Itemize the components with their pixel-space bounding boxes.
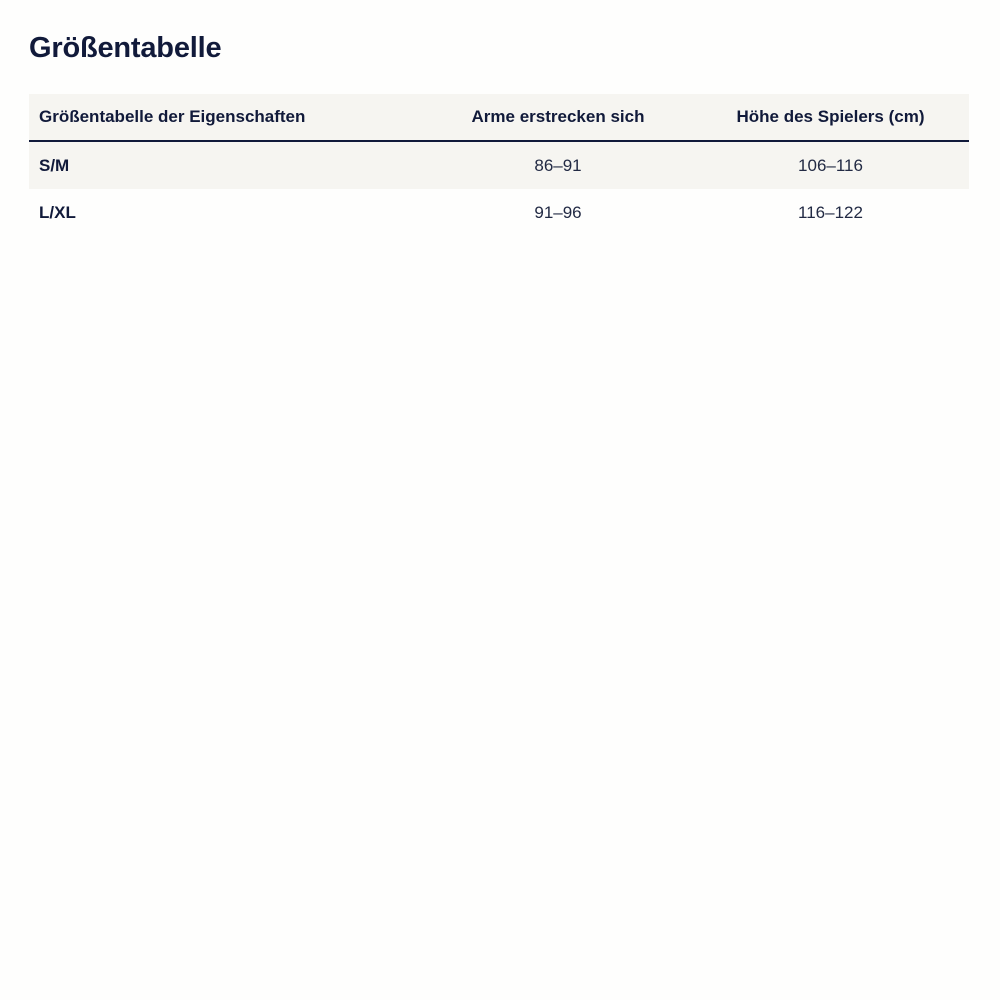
size-table-body [29, 141, 969, 236]
size-label-cell: S/M [39, 155, 70, 175]
header-cell-arm-span: Arme erstrecken sich [424, 94, 692, 141]
header-cell-player-height: Höhe des Spielers (cm) [692, 94, 969, 141]
arm-span-cell: 91–96 [534, 202, 582, 222]
table-row [29, 189, 969, 236]
header-cell-properties: Größentabelle der Eigenschaften [29, 94, 424, 141]
page-title: Größentabelle [29, 32, 222, 64]
arm-span-cell: 86–91 [534, 155, 582, 175]
header-row [29, 94, 969, 141]
size-table-header [29, 94, 969, 141]
size-label-cell: L/XL [39, 202, 76, 222]
player-height-cell: 106–116 [798, 155, 863, 175]
size-table [29, 94, 969, 236]
player-height-cell: 116–122 [798, 202, 863, 222]
table-row [29, 141, 969, 189]
